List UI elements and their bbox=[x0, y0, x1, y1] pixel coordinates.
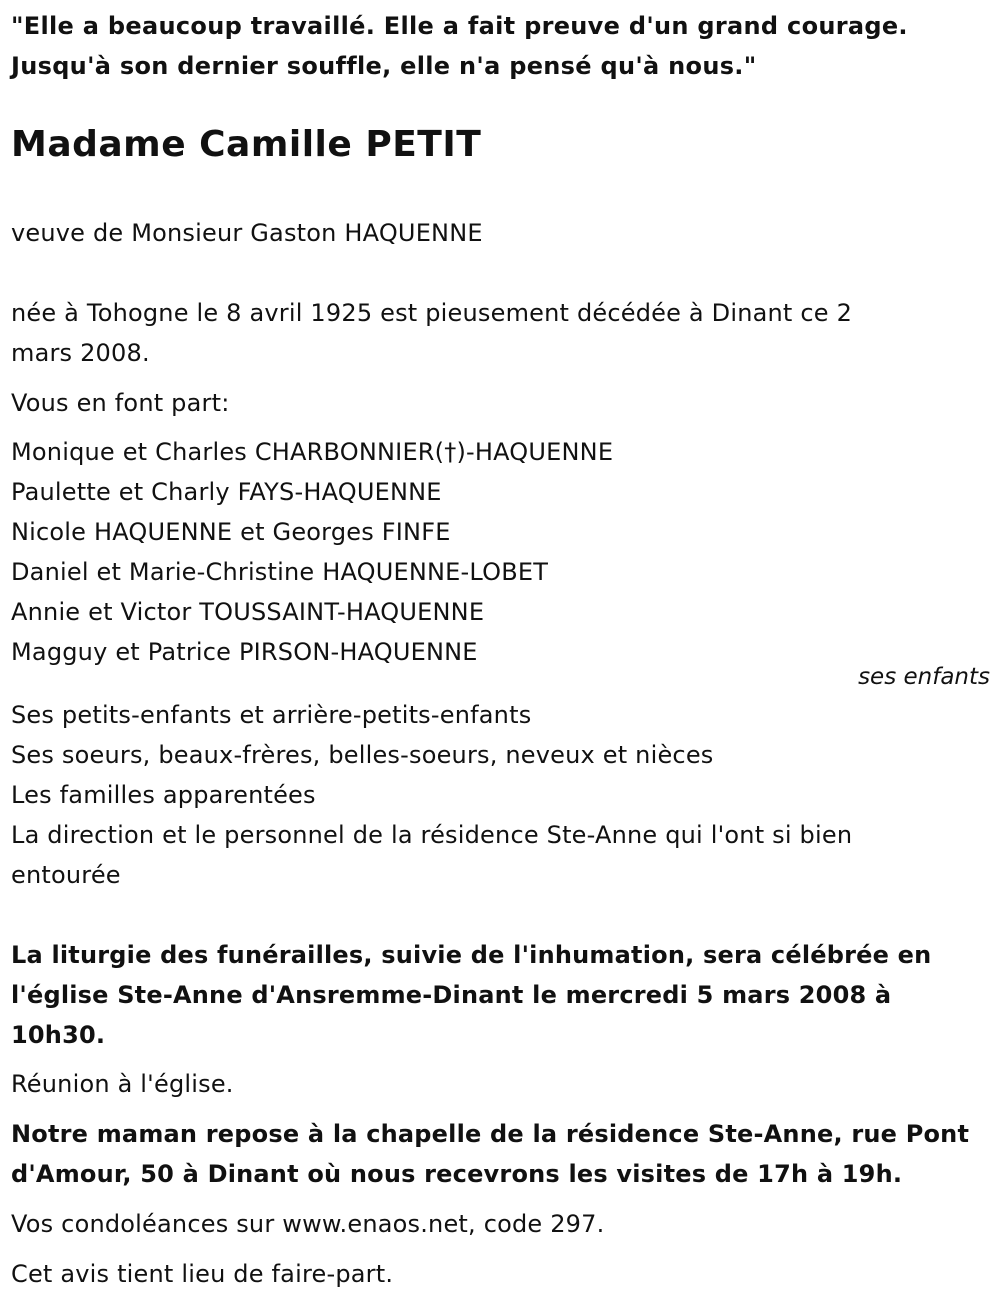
family-line: Ses petits-enfants et arrière-petits-enfants bbox=[11, 701, 532, 729]
announcement-intro: Vous en font part: bbox=[11, 389, 230, 417]
closing-line: Cet avis tient lieu de faire-part. bbox=[11, 1260, 394, 1288]
child-family-line: Nicole HAQUENNE et Georges FINFE bbox=[11, 518, 451, 546]
quote-line-2: Jusqu'à son dernier souffle, elle n'a pensé qu'à nous." bbox=[11, 52, 757, 80]
deceased-name: Madame Camille PETIT bbox=[11, 124, 482, 165]
widow-of-line: veuve de Monsieur Gaston HAQUENNE bbox=[11, 219, 483, 247]
condolences-line: Vos condoléances sur www.enaos.net, code 297. bbox=[11, 1210, 605, 1238]
children-role-label: ses enfants bbox=[858, 664, 990, 690]
liturgy-line-3: 10h30. bbox=[11, 1021, 106, 1049]
family-line: Ses soeurs, beaux-frères, belles-soeurs, neveux et nièces bbox=[11, 741, 714, 769]
liturgy-line-1: La liturgie des funérailles, suivie de l'inhumation, sera célébrée en bbox=[11, 941, 932, 969]
rest-place-line-2: d'Amour, 50 à Dinant où nous recevrons les visites de 17h à 19h. bbox=[11, 1160, 903, 1188]
birth-death-line-2: mars 2008. bbox=[11, 339, 150, 367]
family-line: entourée bbox=[11, 861, 121, 889]
child-family-line: Paulette et Charly FAYS-HAQUENNE bbox=[11, 478, 442, 506]
child-family-line: Monique et Charles CHARBONNIER(†)-HAQUENNE bbox=[11, 438, 614, 466]
child-family-line: Annie et Victor TOUSSAINT-HAQUENNE bbox=[11, 598, 485, 626]
birth-death-line-1: née à Tohogne le 8 avril 1925 est pieusement décédée à Dinant ce 2 bbox=[11, 299, 853, 327]
rest-place-line-1: Notre maman repose à la chapelle de la résidence Ste-Anne, rue Pont bbox=[11, 1120, 970, 1148]
family-line: Les familles apparentées bbox=[11, 781, 316, 809]
quote-line-1: "Elle a beaucoup travaillé. Elle a fait preuve d'un grand courage. bbox=[11, 12, 908, 40]
child-family-line: Daniel et Marie-Christine HAQUENNE-LOBET bbox=[11, 558, 549, 586]
child-family-line: Magguy et Patrice PIRSON-HAQUENNE bbox=[11, 638, 478, 666]
family-line: La direction et le personnel de la résidence Ste-Anne qui l'ont si bien bbox=[11, 821, 853, 849]
liturgy-line-2: l'église Ste-Anne d'Ansremme-Dinant le mercredi 5 mars 2008 à bbox=[11, 981, 892, 1009]
meeting-line: Réunion à l'église. bbox=[11, 1070, 234, 1098]
